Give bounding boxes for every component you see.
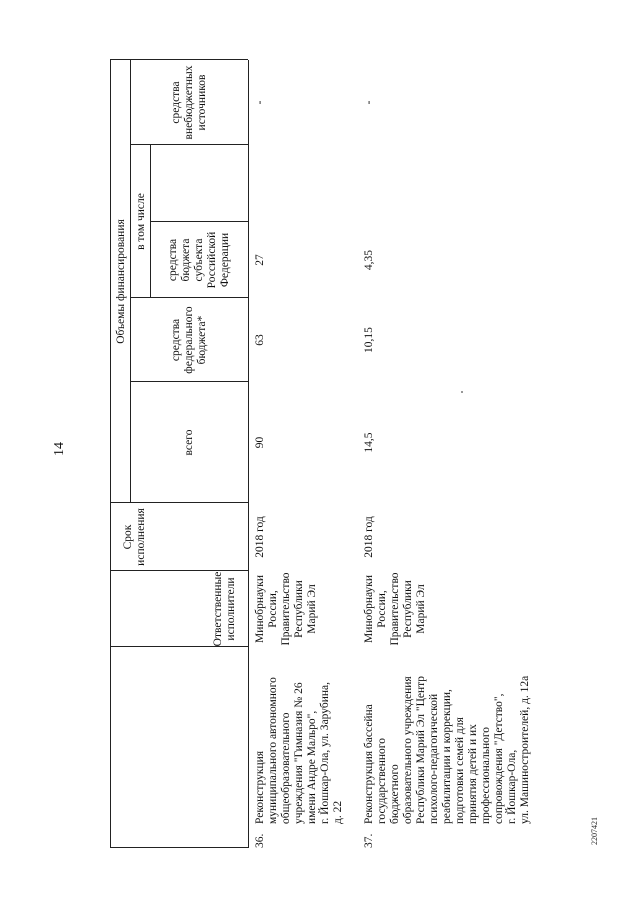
header-funding-group: Объемы финансирования <box>114 219 127 344</box>
col-border-name <box>110 847 248 848</box>
row-37-total: 14,5 <box>363 432 375 453</box>
funding-table <box>110 60 530 848</box>
row-37-regional: 4,35 <box>363 249 375 271</box>
table-top-border <box>110 60 111 848</box>
header-extra: средства внебюджетных источников <box>169 65 208 140</box>
row-36-name: Реконструкция муниципального автономного общеобразовательного учреждения "Гимназия № 26 имени Андре Мальро", г. Йошкар-Ола, ул. Зарубина, д. 22 <box>254 677 344 824</box>
row-37-responsible: Минобрнауки России, Правительство Республики Марий Эл <box>363 572 427 646</box>
header-including: в том числе <box>134 193 147 250</box>
row-36-total: 90 <box>254 436 266 449</box>
row-37-federal: 10,15 <box>363 327 375 353</box>
row-36-responsible: Минобрнауки России, Правительство Республики Марий Эл <box>254 572 318 646</box>
rotated-page <box>110 60 530 848</box>
row-36-regional: 27 <box>254 254 266 266</box>
row-36-federal: 63 <box>254 334 266 346</box>
row-36-deadline: 2018 год <box>254 516 266 558</box>
header-federal: средства федерального бюджета* <box>169 306 208 374</box>
row-37-number: 37. <box>363 833 375 848</box>
header-regional: средства бюджета субъекта Российской Федерации <box>166 231 231 289</box>
header-total: всего <box>182 429 195 456</box>
footer-code: 2207421 <box>590 817 599 845</box>
row-36-extra: - <box>254 100 266 105</box>
header-deadline: Срок исполнения <box>122 508 147 566</box>
page-number: 14 <box>52 442 67 456</box>
row-37-deadline: 2018 год <box>363 516 375 558</box>
header-responsible: Ответственные исполнители <box>212 571 237 647</box>
header-bottom-border <box>248 60 249 848</box>
row-36-number: 36. <box>254 833 266 848</box>
row-37-name: Реконструкция бассейна государственного бюджетного образовательного учреждения Республики Марий Эл "Центр психолого-педагогической реабилитации и коррекции, подготовки семей для принятия детей и их профессионального сопровождения "Детство", г. Йошкар-Ола, ул. Машиностроителей, д. 12а <box>363 675 531 824</box>
landscape-canvas <box>110 60 530 848</box>
row-37-extra: - <box>363 100 375 105</box>
